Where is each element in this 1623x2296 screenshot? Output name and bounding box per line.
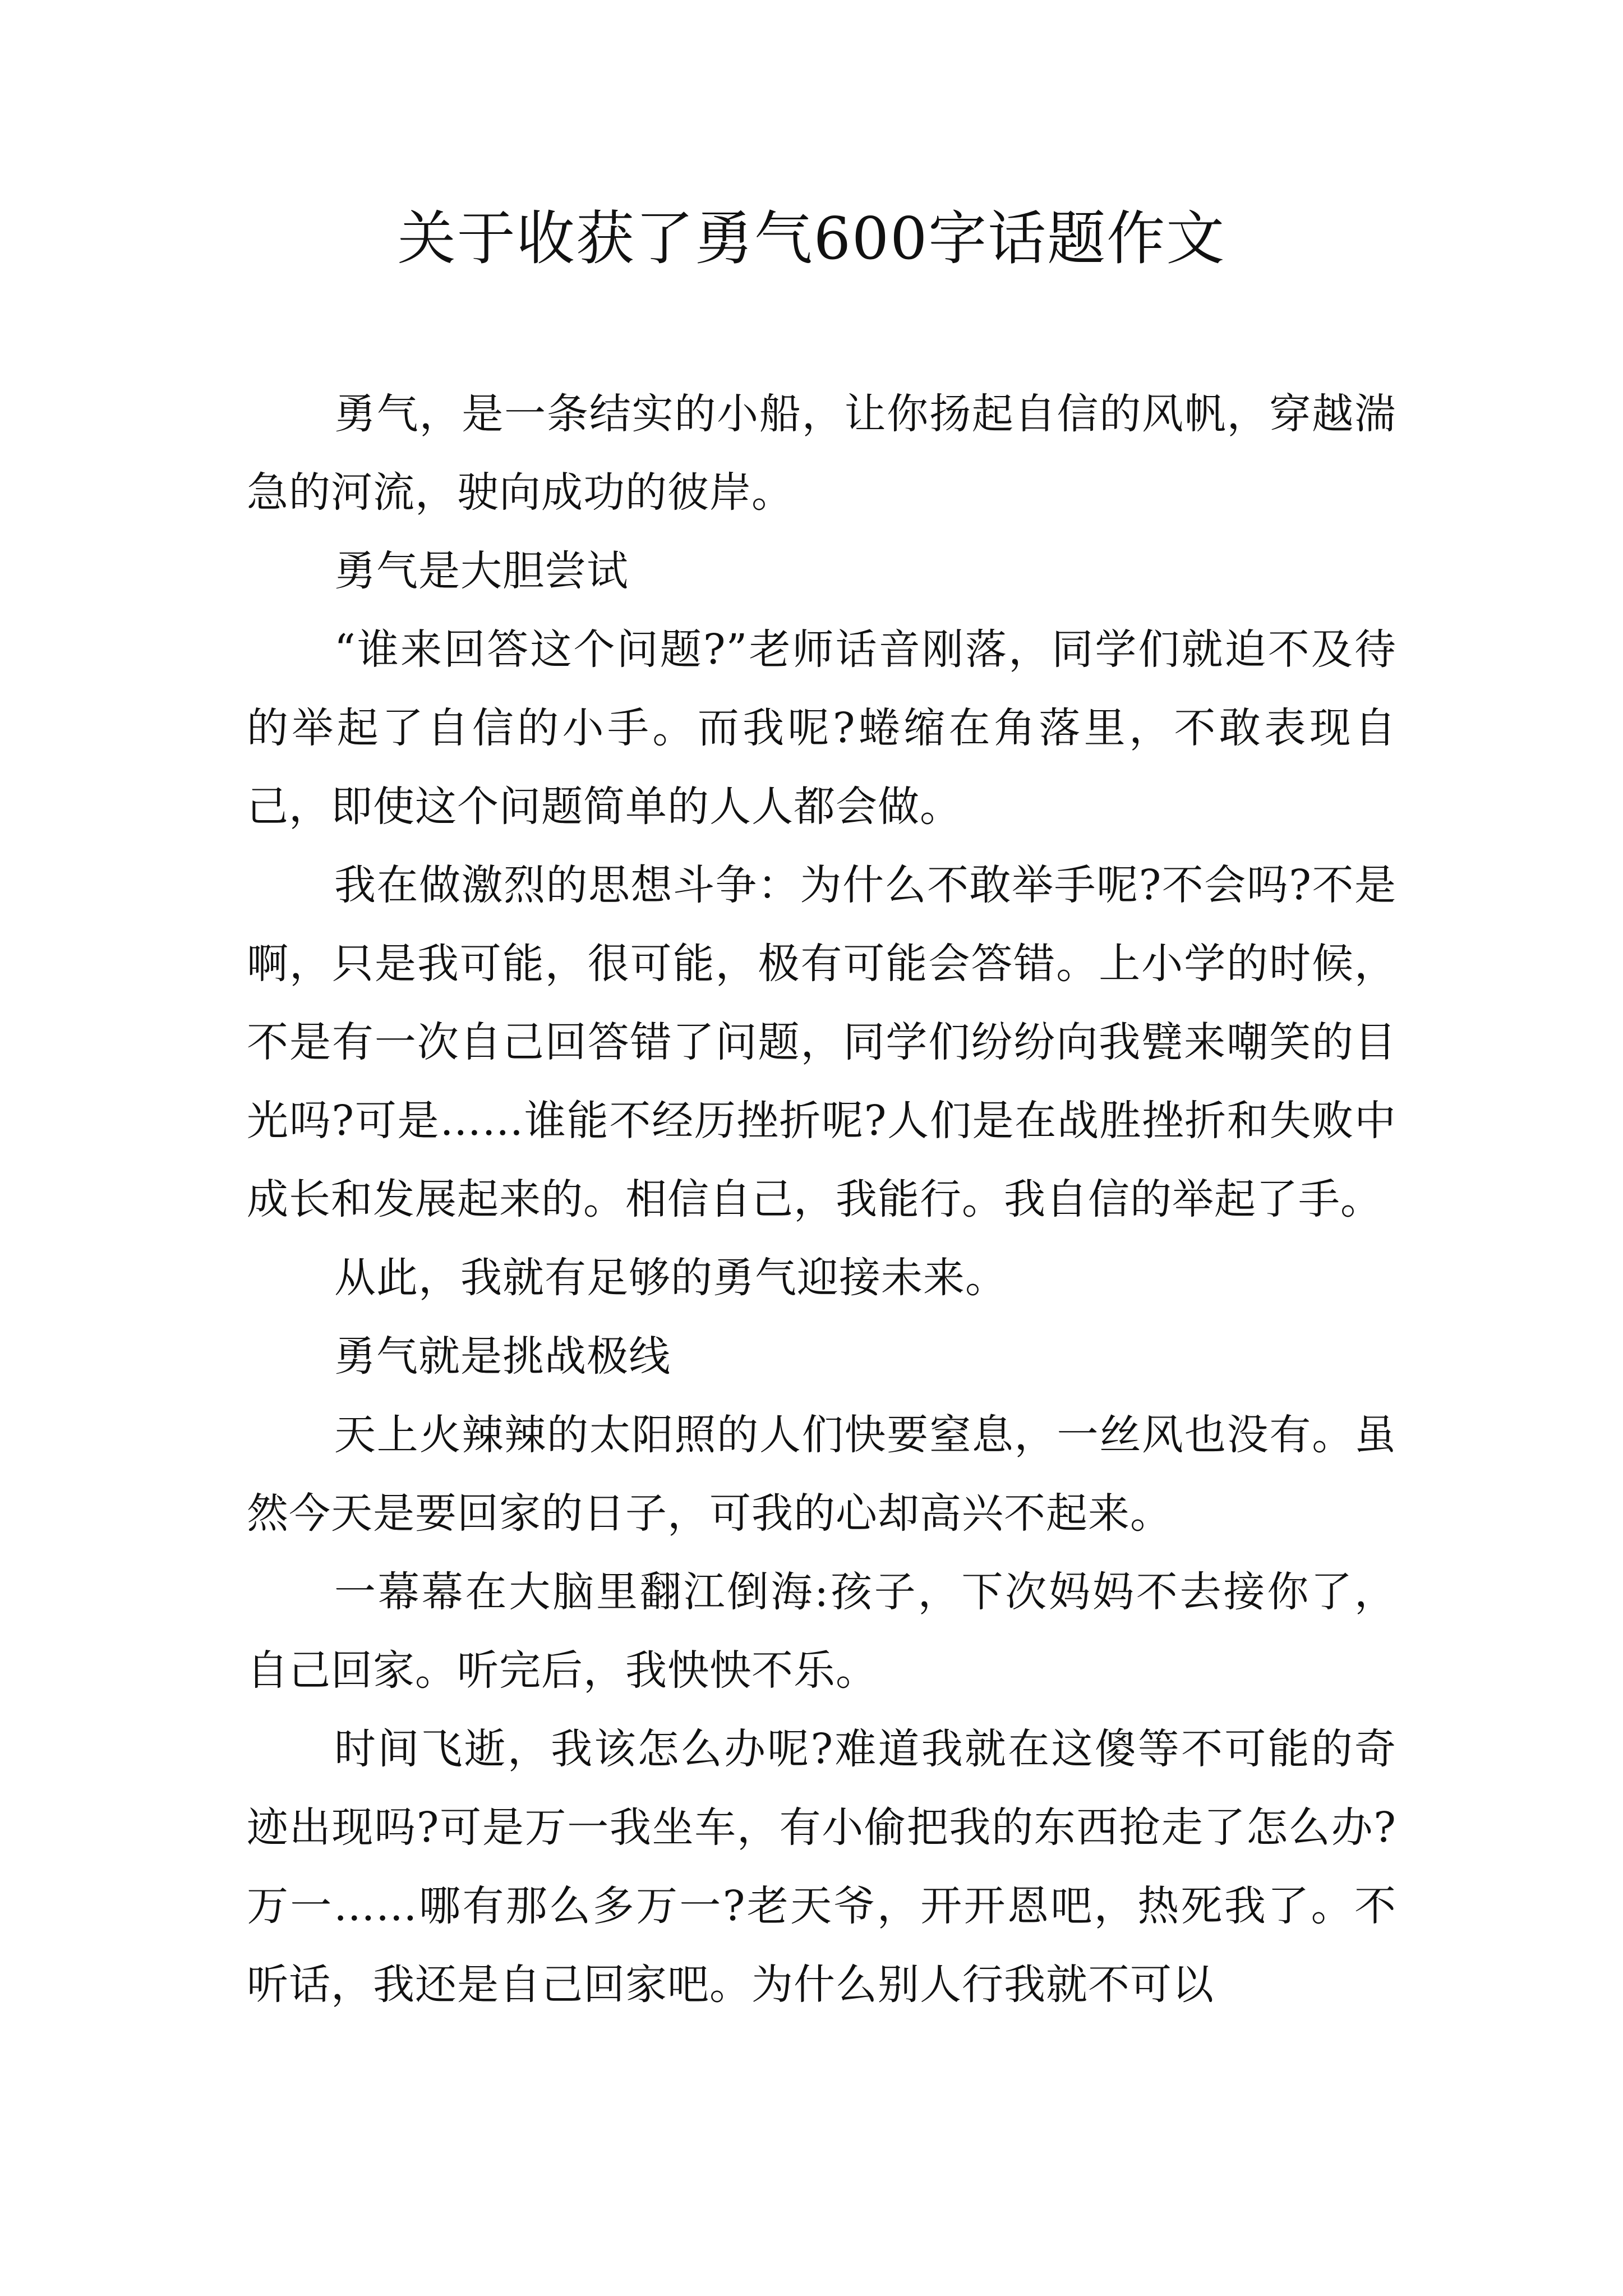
paragraph-intro: 勇气，是一条结实的小船，让你扬起自信的风帆，穿越湍急的河流，驶向成功的彼岸。 — [247, 390, 1396, 517]
paragraph-courage-future: 从此，我就有足够的勇气迎接未来。 — [334, 1254, 1007, 1302]
document-title: 关于收获了勇气600字话题作文 — [397, 204, 1226, 273]
paragraph-mother-words: 一幕幕在大脑里翻江倒海:孩子，下次妈妈不去接你了，自己回家。听完后，我怏怏不乐。 — [247, 1568, 1396, 1695]
paragraph-time-flies: 时间飞逝，我该怎么办呢?难道我就在这傻等不可能的奇迹出现吗?可是万一我坐车，有小偷把我的东西抢走了怎么办?万一……哪有那么多万一?老天爷，开开恩吧，热死我了。不听话，我还是自己回家吧。为什么别人行我就不可以 — [247, 1725, 1396, 2009]
document-body — [247, 375, 1396, 2024]
section-heading-challenge: 勇气就是挑战极线 — [334, 1332, 671, 1381]
paragraph-hot-sun: 天上火辣辣的太阳照的人们快要窒息，一丝风也没有。虽然今天是要回家的日子，可我的心却高兴不起来。 — [247, 1411, 1396, 1538]
paragraph-inner-struggle: 我在做激烈的思想斗争：为什么不敢举手呢?不会吗?不是啊，只是我可能，很可能，极有可能会答错。上小学的时候，不是有一次自己回答错了问题，同学们纷纷向我甓来嘲笑的目光吗?可是……谁能不经历挫折呢?人们是在战胜挫折和失败中成长和发展起来的。相信自己，我能行。我自信的举起了手。 — [247, 861, 1396, 1223]
section-heading-bold-try: 勇气是大胆尝试 — [334, 547, 629, 595]
paragraph-teacher-question: “谁来回答这个问题?”老师话音刚落，同学们就迫不及待的举起了自信的小手。而我呢?蜷缩在角落里，不敢表现自己，即使这个问题简单的人人都会做。 — [247, 625, 1396, 831]
